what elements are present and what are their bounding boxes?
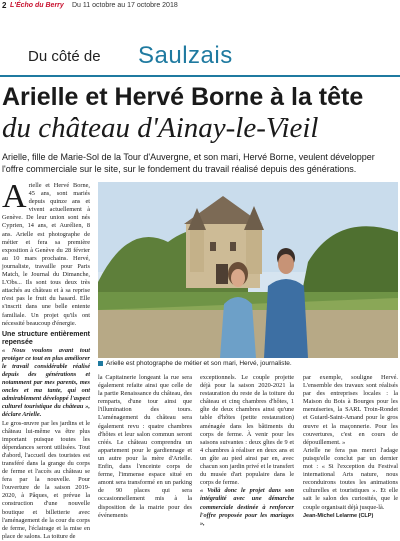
paragraph: Le gros-œuvre par les jardins et le château lui-même va être plus important puisque toutes les dépendances seront utilisées. Tout d'abord, l'accueil des touristes est transféré dans la grange du corps de ferme et l'accès au château se fera par la nouvelle. Pour l'ouverture de la saison 2019-2020, à Pâques, et prévue la construction d'une nouvelle boutique et billetterie avec l'aménagement de la cour du corps de ferme, l'éclairage et la mise en place de salons. La toiture de <box>2 419 90 540</box>
paragraph: exceptionnels. Le couple projette déjà pour la saison 2020-2021 la restauration du reste de la toiture du château et cinq chambres d'hôtes, 1 gîte de deux chambres ainsi qu'une table d'hôtes (petite restauration) aménagée dans les bâtiments du corps de ferme. À venir pour les saisons suivantes : deux gîtes de 9 et 4 chambres à réaliser en deux ans et un gîte au pied ainsi par en, avec chacun son jardin privé et le transfert du musée d'art populaire dans le corps de ferme. <box>200 374 294 487</box>
drop-cap: A <box>2 178 27 215</box>
section-town: Saulzais <box>138 42 233 69</box>
page-number: 2 <box>2 1 7 10</box>
pull-quote: « Nous voulons avant tout protéger ce tout en plus améliorer le travail considérable réalisé depuis des générations et notamment par mes parents, mes oncles et ma tante, qui ont admirablement développé l'aspect culturel touristique du château », déclare Arielle. <box>2 346 90 419</box>
issue-dates: Du 11 octobre au 17 octobre 2018 <box>72 2 178 9</box>
page-header <box>0 0 400 12</box>
headline-line-2: du château d'Ainay-le-Vieil <box>2 112 319 144</box>
lead-paragraph: Arielle, fille de Marie-Sol de la Tour d'Auvergne, et son mari, Hervé Borne, veulent développer l'offre commerciale sur le site, sur le fondement du travail réalisé depuis des générations. <box>2 152 375 174</box>
couple-in-garden-photo <box>98 182 398 358</box>
paragraph: Arielle ne fera pas merci l'adage puisqu'elle conclut par un dernier mot : « Si l'exception du Festival international Arts nature, nous reconduirons toutes les animations culturelles et touristiques ». Et elle sait le salon des curiosités, que le couple organisait déjà jusque-là. <box>303 446 398 511</box>
article-column-2 <box>98 374 192 519</box>
caption-square-icon <box>98 361 103 366</box>
article-column-1 <box>2 178 90 540</box>
paragraph: la Capitainerie longeant la rue sera également refaite ainsi que celle de la partie Renaissance du château, des remparts, d'une tour ainsi que l'illumination des tours. L'aménagement du château sera également revu : quatre chambres d'hôtes et leur salon commun seront créés. Le château comprendra un appartement pour le gardiennage et un autre pour la mère d'Arielle. Enfin, dans l'enceinte corps de ferme, l'immense espace situé en amont sera transformé en un parking de 90 places qui sera occasionnellement mis à la disposition de la mairie pour des événements <box>98 374 192 519</box>
paragraph: par exemple, souligne Hervé. L'ensemble des travaux sont réalisés par des entreprises locales : la Maison du Bois à Bourges pour les menuiseries, la SARL Troin-Rondet et Guiard-Saint-Amand pour le gros œuvre et la maçonnerie. Pour les couvertures, c'est en cours de dépouillement. » <box>303 374 398 446</box>
caption-text: Arielle est photographe de métier et son mari, Hervé, journaliste. <box>106 360 292 367</box>
paragraph: rielle et Hervé Borne, 45 ans, sont mariés depuis quinze ans et vivent actuellement à Genève. De leur union sont nés Cyprien, 14 ans, et Aurélien, 8 ans. Arielle est photographe de métier et fera sa première exposition à Genève du 28 février au 10 mars prochains. Hervé, journaliste, travaille pour Paris Match, le Journal du Dimanche, L'Obs... Ils sont tous deux très attachés au château et à sa reprise n'est pas le fruit du hasard. Elle s'inscrit dans une belle entente familiale. Un projet qu'ils ont nécessité beaucoup d'énergie. <box>2 182 90 327</box>
article-photo <box>98 182 398 358</box>
article-column-3 <box>200 374 294 527</box>
section-rule <box>0 75 400 77</box>
section-prefix: Du côté de <box>28 48 101 65</box>
photo-caption <box>98 360 398 368</box>
author-signature: Jean-Michel Lelarme (CLP) <box>303 512 374 519</box>
newspaper-brand: L'Écho du Berry <box>10 2 64 9</box>
subheading: Une structure entièrement repensée <box>2 330 90 346</box>
pull-quote: « Voilà donc le projet dans son intégralité avec une démarche commerciale destinée à renforcer l'offre proposée pour les mariages », <box>200 487 294 527</box>
article-column-4 <box>303 374 398 519</box>
headline-line-1: Arielle et Hervé Borne à la tête <box>2 83 364 111</box>
